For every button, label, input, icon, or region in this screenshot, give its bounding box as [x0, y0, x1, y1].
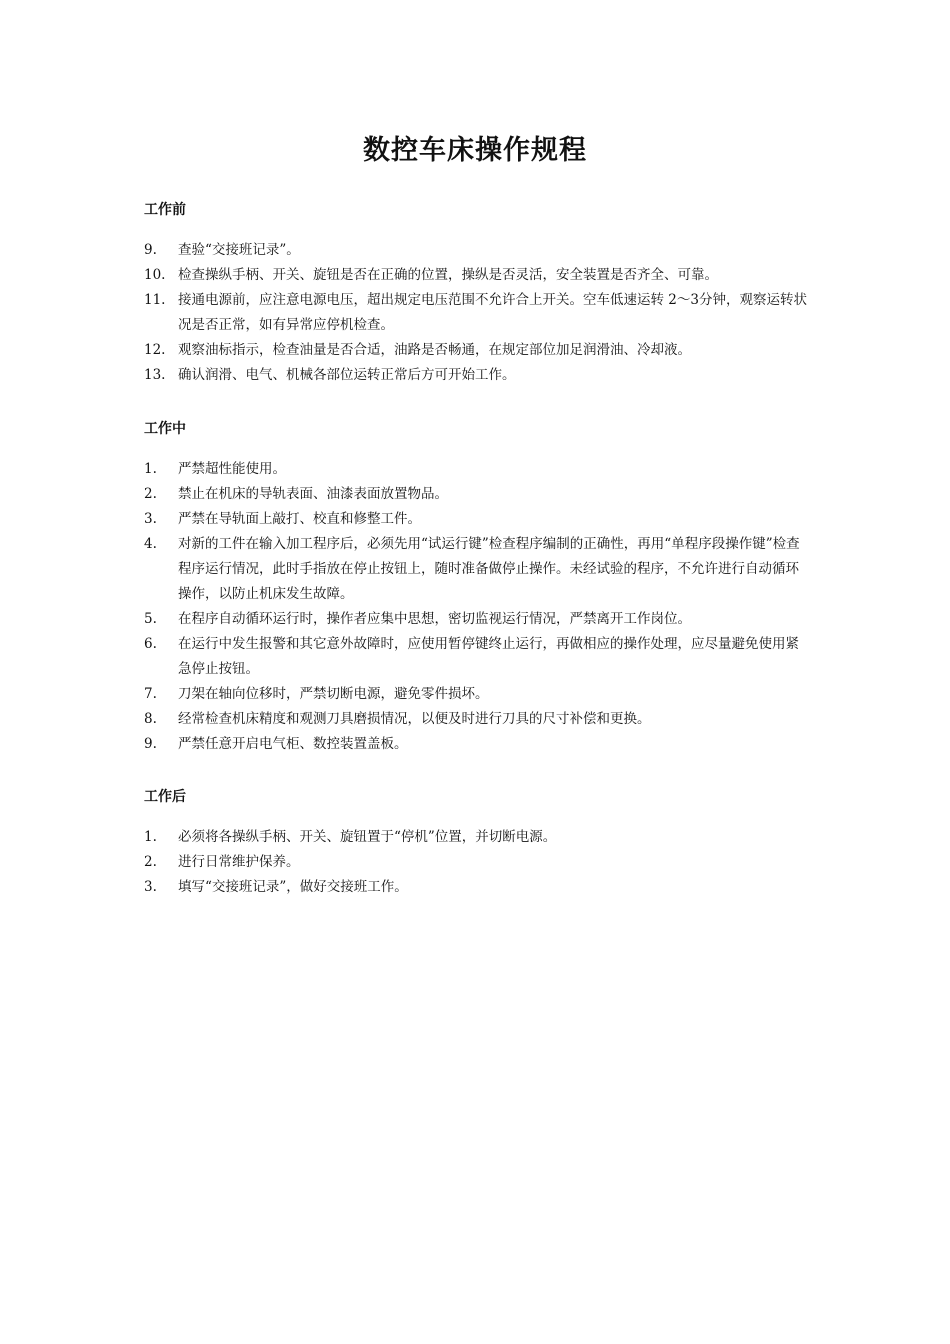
item-text: 必须将各操纵手柄、开关、旋钮置于“停机”位置，并切断电源。 [178, 829, 557, 845]
section-heading: 工作后 [144, 789, 186, 805]
list-item [144, 532, 824, 607]
list-item [144, 457, 824, 482]
item-number: 11. [144, 292, 166, 308]
list-item [144, 363, 824, 388]
item-list [144, 825, 824, 900]
list-item [144, 507, 824, 532]
item-number: 4. [144, 536, 157, 552]
item-text: 在程序自动循环运行时，操作者应集中思想，密切监视运行情况，严禁离开工作岗位。 [178, 611, 691, 627]
section-after-work [144, 787, 824, 900]
section-during-work [144, 419, 824, 757]
item-text: 确认润滑、电气、机械各部位运转正常后方可开始工作。 [178, 367, 516, 383]
item-number: 3. [144, 511, 157, 527]
list-item [144, 875, 824, 900]
item-text: 进行日常维护保养。 [178, 854, 300, 870]
item-text: 严禁超性能使用。 [178, 461, 286, 477]
list-item [144, 825, 824, 850]
item-number: 3. [144, 879, 157, 895]
list-item [144, 263, 824, 288]
item-number: 1. [144, 829, 157, 845]
item-number: 6. [144, 636, 157, 652]
list-item [144, 607, 824, 632]
item-text: 查验“交接班记录”。 [178, 242, 300, 258]
section-before-work [144, 200, 824, 388]
list-item [144, 238, 824, 263]
item-number: 7. [144, 686, 157, 702]
item-text: 严禁任意开启电气柜、数控装置盖板。 [178, 736, 408, 752]
item-number: 1. [144, 461, 157, 477]
document-title: 数控车床操作规程 [363, 135, 587, 166]
item-text: 接通电源前，应注意电源电压，超出规定电压范围不允许合上开关。空车低速运转 2～3分钟，观察运转状况是否正常，如有异常应停机检查。 [178, 292, 807, 333]
list-item [144, 632, 824, 682]
item-text: 刀架在轴向位移时，严禁切断电源，避免零件损坏。 [178, 686, 489, 702]
item-number: 8. [144, 711, 157, 727]
section-heading: 工作中 [144, 421, 186, 437]
item-text: 观察油标指示，检查油量是否合适，油路是否畅通，在规定部位加足润滑油、冷却液。 [178, 342, 691, 358]
item-number: 13. [144, 367, 166, 383]
list-item [144, 682, 824, 707]
list-item [144, 732, 824, 757]
item-number: 10. [144, 267, 166, 283]
list-item [144, 707, 824, 732]
item-number: 9. [144, 242, 157, 258]
item-text: 禁止在机床的导轨表面、油漆表面放置物品。 [178, 486, 448, 502]
item-number: 2. [144, 486, 157, 502]
item-text: 在运行中发生报警和其它意外故障时，应使用暂停键终止运行，再做相应的操作处理，应尽量避免使用紧急停止按钮。 [178, 636, 799, 677]
item-list [144, 238, 824, 388]
item-text: 对新的工件在输入加工程序后，必须先用“试运行键”检查程序编制的正确性，再用“单程序段操作键”检查程序运行情况，此时手指放在停止按钮上，随时准备做停止操作。未经试验的程序，不允许进行自动循环操作，以防止机床发生故障。 [178, 536, 800, 602]
list-item [144, 288, 824, 338]
item-text: 严禁在导轨面上敲打、校直和修整工件。 [178, 511, 421, 527]
list-item [144, 850, 824, 875]
item-number: 5. [144, 611, 157, 627]
item-number: 12. [144, 342, 166, 358]
item-list [144, 457, 824, 757]
item-text: 检查操纵手柄、开关、旋钮是否在正确的位置，操纵是否灵活，安全装置是否齐全、可靠。 [178, 267, 718, 283]
section-heading: 工作前 [144, 202, 186, 218]
list-item [144, 482, 824, 507]
item-number: 9. [144, 736, 157, 752]
item-text: 填写“交接班记录”，做好交接班工作。 [178, 879, 408, 895]
list-item [144, 338, 824, 363]
item-text: 经常检查机床精度和观测刀具磨损情况，以便及时进行刀具的尺寸补偿和更换。 [178, 711, 651, 727]
item-number: 2. [144, 854, 157, 870]
